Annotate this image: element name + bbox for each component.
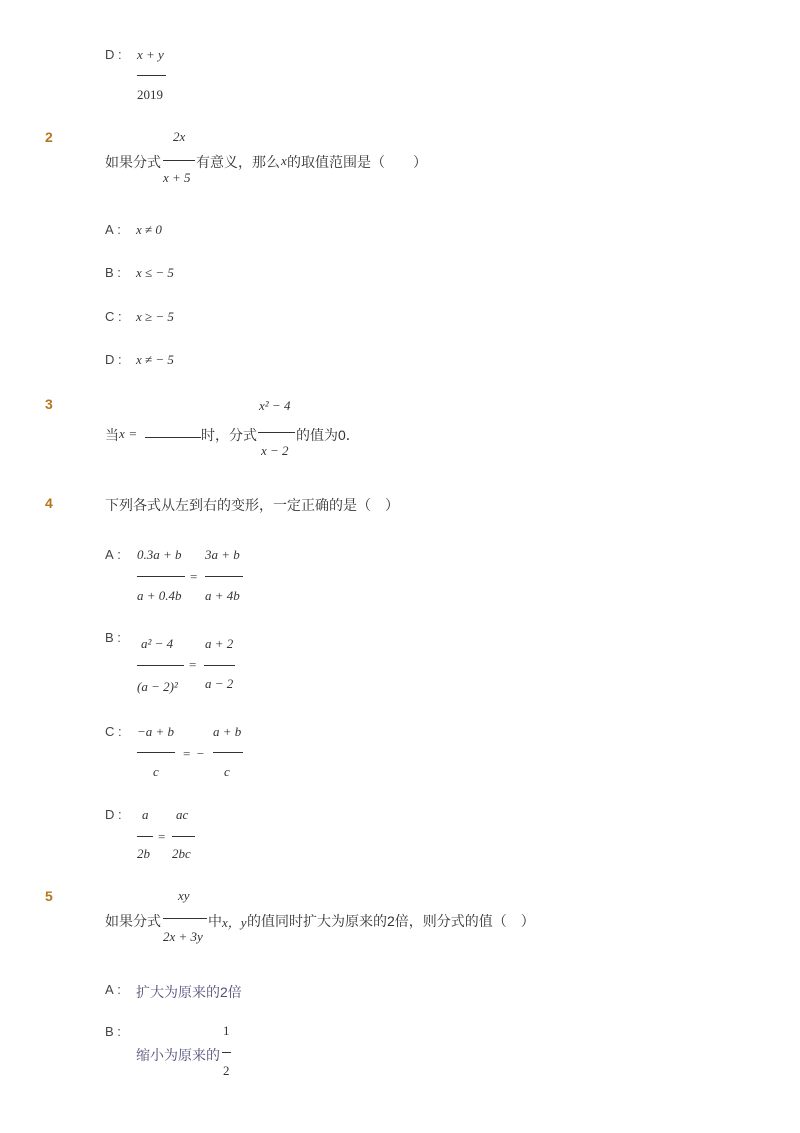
q2-fraction-denominator: x + 5 — [163, 170, 191, 185]
q5-option-b-label[interactable]: B : — [105, 1024, 121, 1039]
q3-stem-equals: = — [126, 426, 140, 441]
q1-option-d-denominator: 2019 — [137, 87, 163, 102]
q4-option-d-right-bar — [172, 836, 195, 837]
q5-stem-middle: 中 — [208, 913, 222, 929]
q4-option-a-label[interactable]: A : — [105, 547, 121, 562]
q5-stem-prefix: 如果分式 — [105, 913, 161, 929]
q5-option-a-label[interactable]: A : — [105, 982, 121, 997]
question-number-4: 4 — [45, 495, 53, 511]
q2-option-b-label[interactable]: B : — [105, 265, 121, 280]
q1-option-d-fraction-bar — [137, 75, 166, 76]
q3-fraction-bar — [258, 432, 295, 433]
q2-option-c-label[interactable]: C : — [105, 309, 122, 324]
q4-option-b-left-numerator: a² − 4 — [141, 636, 174, 651]
q3-stem-variable: x — [119, 426, 125, 441]
q2-stem-prefix: 如果分式 — [105, 154, 161, 170]
q5-fraction-denominator: 2x + 3y — [163, 929, 203, 944]
q5-stem-suffix: 的值同时扩大为原来的2倍，则分式的值（ ） — [247, 913, 535, 929]
q4-option-b-left-bar — [137, 665, 184, 666]
question-number-2: 2 — [45, 129, 53, 145]
q5-option-b-text[interactable]: 缩小为原来的 — [136, 1047, 220, 1063]
q4-option-d-right-denominator: 2bc — [172, 846, 191, 861]
q4-option-c-right-numerator: a + b — [213, 724, 242, 739]
q4-option-b-left-denominator: (a − 2)² — [137, 679, 178, 694]
q2-option-a-expr[interactable]: x ≠ 0 — [136, 222, 162, 237]
q3-fraction-numerator: x² − 4 — [259, 398, 291, 413]
q4-option-c-left-denominator: c — [153, 764, 159, 779]
q4-option-c-right-denominator: c — [224, 764, 230, 779]
q4-option-a-left-bar — [137, 576, 185, 577]
q4-option-d-left-bar — [137, 836, 153, 837]
q4-option-c-left-bar — [137, 752, 175, 753]
q3-stem-after-blank: 时，分式 — [201, 427, 257, 443]
q2-fraction-numerator: 2x — [173, 129, 186, 144]
q1-option-d-label[interactable]: D : — [105, 47, 122, 62]
q4-option-b-label[interactable]: B : — [105, 630, 121, 645]
question-number-5: 5 — [45, 888, 53, 904]
q5-option-b-numerator: 1 — [223, 1023, 230, 1038]
q1-option-d-numerator: x + y — [137, 47, 164, 62]
q2-option-d-label[interactable]: D : — [105, 352, 122, 367]
q2-option-b-expr[interactable]: x ≤ − 5 — [136, 265, 174, 280]
q4-option-a-left-denominator: a + 0.4b — [137, 588, 182, 603]
q5-option-b-fraction-bar — [222, 1052, 231, 1053]
q4-option-b-right-numerator: a + 2 — [205, 636, 234, 651]
q4-option-a-operator: = — [190, 569, 198, 584]
q4-option-c-operator: = − — [183, 746, 205, 761]
q2-option-a-label[interactable]: A : — [105, 222, 121, 237]
q5-fraction-bar — [163, 918, 207, 919]
q4-option-b-right-bar — [204, 665, 235, 666]
q4-option-d-left-denominator: 2b — [137, 846, 150, 861]
q4-option-a-right-numerator: 3a + b — [205, 547, 240, 562]
q2-option-c-expr[interactable]: x ≥ − 5 — [136, 309, 174, 324]
q5-fraction-numerator: xy — [178, 888, 190, 903]
q4-option-a-right-bar — [205, 576, 243, 577]
q4-option-a-left-numerator: 0.3a + b — [137, 547, 182, 562]
q4-option-d-operator: = — [158, 829, 166, 844]
question-number-3: 3 — [45, 396, 53, 412]
q4-option-c-left-numerator: −a + b — [137, 724, 175, 739]
q2-stem-middle: 有意义，那么 — [196, 154, 280, 170]
q4-option-d-left-numerator: a — [142, 807, 149, 822]
q3-fraction-denominator: x − 2 — [261, 443, 289, 458]
q5-option-b-denominator: 2 — [223, 1063, 230, 1078]
q5-stem-variables: x，y — [222, 915, 247, 930]
q4-option-d-right-numerator: ac — [176, 807, 189, 822]
q5-option-a-text[interactable]: 扩大为原来的2倍 — [136, 984, 242, 1000]
q3-stem-prefix: 当 — [105, 427, 119, 443]
q4-option-d-label[interactable]: D : — [105, 807, 122, 822]
q4-option-b-right-denominator: a − 2 — [205, 676, 234, 691]
q4-option-c-right-bar — [213, 752, 243, 753]
q2-fraction-bar — [163, 160, 195, 161]
q2-stem-suffix: 的取值范围是（ ） — [287, 154, 427, 170]
q2-option-d-expr[interactable]: x ≠ − 5 — [136, 352, 174, 367]
q4-option-a-right-denominator: a + 4b — [205, 588, 240, 603]
q4-option-b-operator: = — [189, 657, 197, 672]
q4-option-c-label[interactable]: C : — [105, 724, 122, 739]
q4-stem: 下列各式从左到右的变形，一定正确的是（ ） — [105, 497, 399, 513]
q2-stem-variable: x — [281, 153, 287, 168]
q3-stem-suffix: 的值为0． — [296, 427, 360, 443]
q3-answer-blank[interactable] — [145, 425, 201, 443]
